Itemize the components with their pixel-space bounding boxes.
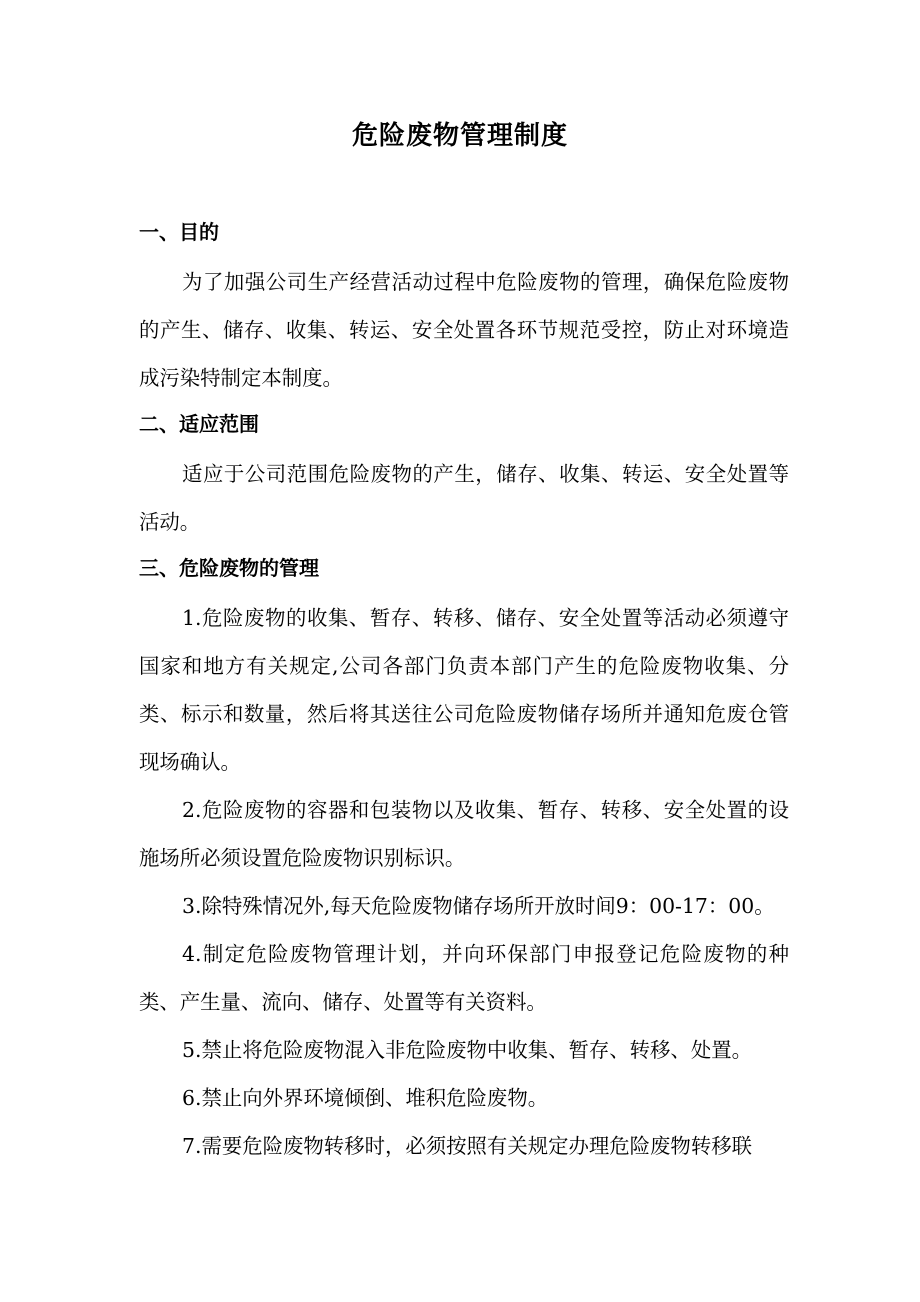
clause-3: 3.除特殊情况外,每天危险废物储存场所开放时间9：00-17：00。 <box>182 894 775 918</box>
clause-5: 5.禁止将危险废物混入非危险废物中收集、暂存、转移、处置。 <box>182 1038 752 1062</box>
section-heading-purpose: 一、目的 <box>139 220 219 244</box>
section-scope <box>139 402 789 546</box>
paragraph-purpose: 为了加强公司生产经营活动过程中危险废物的管理，确保危险废物的产生、储存、收集、转运、安全处置各环节规范受控，防止对环境造成污染特制定本制度。 <box>139 270 789 390</box>
clause-7: 7.需要危险废物转移时，必须按照有关规定办理危险废物转移联 <box>182 1134 752 1158</box>
document-body <box>139 210 789 1170</box>
clause-4: 4.制定危险废物管理计划，并向环保部门申报登记危险废物的种类、产生量、流向、储存、处置等有关资料。 <box>139 942 789 1014</box>
section-heading-scope: 二、适应范围 <box>139 412 259 436</box>
section-heading-management: 三、危险废物的管理 <box>139 556 319 580</box>
clause-6: 6.禁止向外界环境倾倒、堆积危险废物。 <box>182 1086 549 1110</box>
clause-1: 1.危险废物的收集、暂存、转移、储存、安全处置等活动必须遵守国家和地方有关规定,公司各部门负责本部门产生的危险废物收集、分类、标示和数量，然后将其送往公司危险废物储存场所并通知危废仓管现场确认。 <box>139 606 789 774</box>
document-title: 危险废物管理制度 <box>351 121 568 151</box>
clause-2: 2.危险废物的容器和包装物以及收集、暂存、转移、安全处置的设施场所必须设置危险废物识别标识。 <box>139 798 789 870</box>
section-purpose <box>139 210 789 402</box>
section-management <box>139 546 789 1170</box>
paragraph-scope: 适应于公司范围危险废物的产生，储存、收集、转运、安全处置等活动。 <box>139 462 789 534</box>
